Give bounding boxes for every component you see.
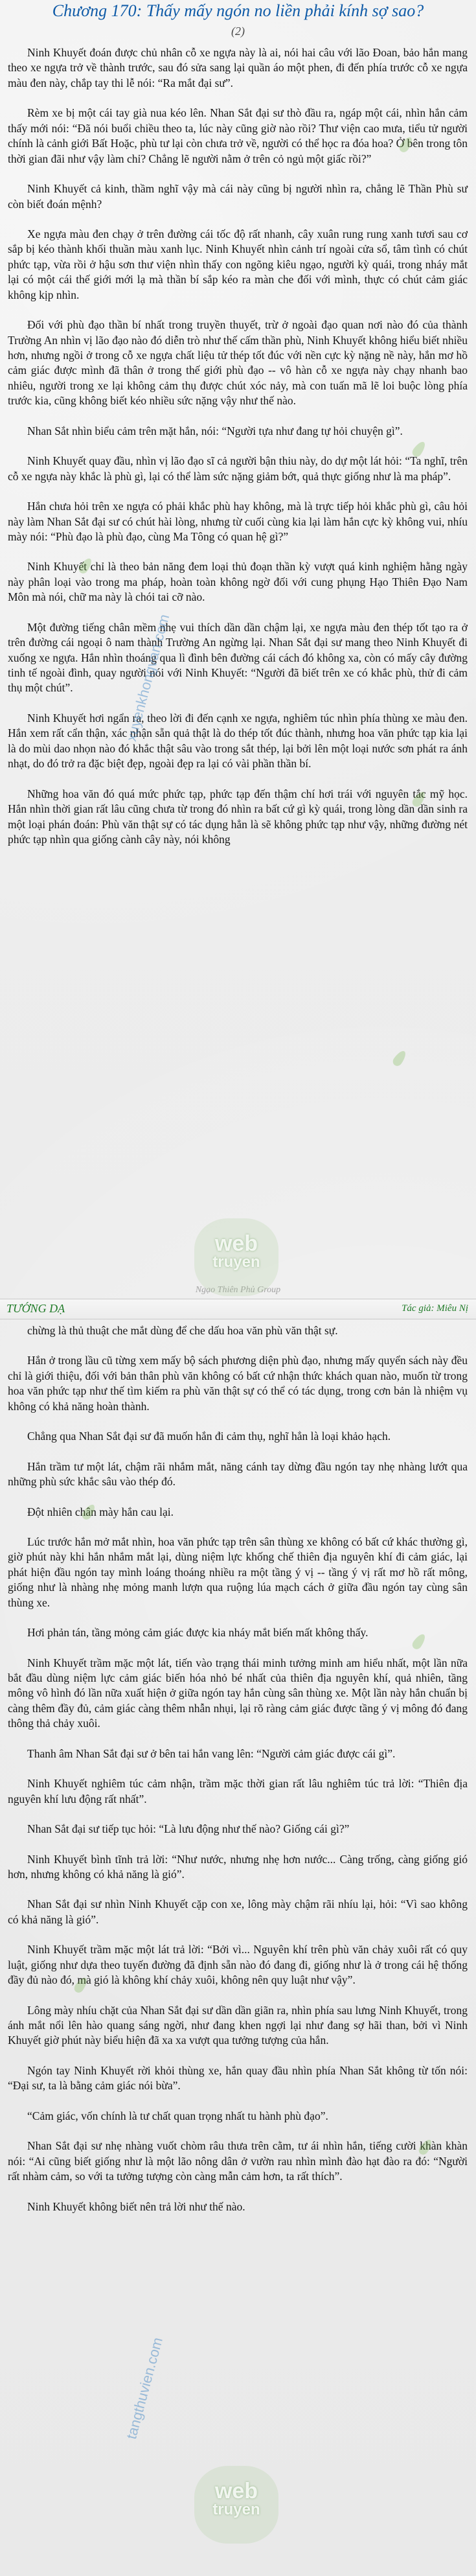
group-credit: Ngạo Thiên Phủ Group (195, 1285, 281, 1295)
paragraph: Ninh Khuyết hơi ngẩn ra, theo lời đi đến cạnh xe ngựa, nghiêm túc nhìn phía thùng xe màu đen. Hắn xem rất cẩn thận, xác nhận sẵn quả thật là do thép tốt đúc thành, nhưng hoa văn phức tạp kia lại là do mùi dao nhọn nào đó khắc thật sâu vào trong sắt thép, lại bởi lên một loại nước sơn phát ra ánh nhạt, do đó trở ra đặc biệt đẹp, ngoài đẹp ra lại có vài phần thần bí. (8, 711, 468, 771)
paragraph: Ninh Khuyết không biết nên trả lời như thế nào. (27, 2199, 245, 2213)
paragraph: Lông mày nhíu chặt của Nhan Sắt đại sư dần dần giãn ra, nhìn phía sau lưng Ninh Khuyết, trong ánh mắt nổi lên hào quang sáng ngời, như đang khen ngợi lại như đang sợ hãi than, bởi vì Ninh Khuyết giờ phút này biểu hiện đã xa xa vượt qua tưởng tượng của hắn. (8, 2003, 468, 2047)
chapter-body-part-1 (8, 45, 468, 862)
story-title: TƯỚNG DẠ (6, 1302, 65, 1315)
chapter-title: Chương 170: Thấy mấy ngón no liền phải kính sợ sao? (52, 1, 424, 20)
watermark-site-1: xuyenkhongvan.com (123, 612, 173, 743)
paragraph: Ninh Khuyết đoán được chủ nhân cỗ xe ngựa này là ai, nói hai câu với lão Đoan, bảo hắn mang theo xe ngựa trở về thành trước, sau đó sửa sang lại quần áo một phen, đi đến phía trước cỗ xe ngựa màu đen này, chắp tay thi lễ nói: “Ra mắt đại sư”. (8, 46, 468, 89)
paragraph: Hơi phản tán, tầng mỏng cảm giác được kia nháy mắt biến mất không thấy. (27, 1626, 368, 1640)
paragraph: Nhan Sắt đại sư tiếp tục hỏi: “Là lưu động như thế nào? Giống cái gì?” (27, 1822, 350, 1836)
paragraph: chừng là thủ thuật che mắt dùng để che dấu hoa văn phù văn thật sự. (27, 1324, 338, 1337)
web-truyen-watermark (194, 2466, 278, 2544)
paragraph: Hắn ở trong lầu cũ từng xem mấy bộ sách phương diện phù đạo, nhưng mấy quyển sách này đều chỉ là giới thiệu, đối với bản thân phù văn không có bất cứ nhận thức khách quan nào, muốn từ trong hoa văn phức tạp như thế tìm kiếm ra phù văn thật sự có thể có tác dụng, trong cơn bản là nhiệm vụ không có khả năng hoàn thành. (8, 1354, 468, 1413)
paragraph: Đột nhiên chân mày hắn cau lại. (27, 1505, 174, 1518)
page-divider (0, 1299, 476, 1319)
watermark-site-2: tangthuvien.com (123, 2336, 166, 2441)
paragraph: Nhan Sắt đại sư nhìn Ninh Khuyết cặp con xe, lông mày chậm rãi nhíu lại, hỏi: “Vì sao không có khả năng là gió”. (8, 1897, 468, 1926)
paragraph: Ninh Khuyết bình tĩnh trả lời: “Như nước, nhưng nhẹ hơn nước... Càng trống, càng giống gió hơn, nhưng không có khả năng là gió”. (8, 1852, 468, 1881)
paragraph: Ninh Khuyết nghiêm túc cảm nhận, trầm mặc thời gian rất lâu nghiêm túc trả lời: “Thiên địa nguyên khí lưu động rất nhất”. (8, 1777, 468, 1805)
paragraph: Thanh âm Nhan Sắt đại sư ở bên tai hắn vang lên: “Người cảm giác được cái gì”. (27, 1746, 396, 1760)
paragraph: Chẳng qua Nhan Sắt đại sư đã muốn hắn đi cảm thụ, nghĩ hẳn là loại khảo hạch. (27, 1430, 391, 1443)
paragraph: Xe ngựa màu đen chạy ở trên đường cái tốc độ rất nhanh, cây xuân rung rung xanh tươi sau cơ sắp bị kéo thành khối thuần màu xanh lục. Ninh Khuyết nhìn cảnh trí ngoài cửa sổ, tâm tình có chút phức tạp, vừa rồi ở hậu sơn thư viện nhìn thấy con ngõng kiêu ngạo, người kỳ quái, trong nháy mắt lại có một cái thế giới mới lạ mà thần bí sắp kéo ra màn che đối với mình, thực có chút cảm giác không kịp nhìn. (8, 227, 468, 301)
badge-word-web: web (214, 1231, 258, 1256)
chapter-part-number: (2) (231, 25, 245, 38)
leaf-decoration (391, 1049, 408, 1067)
paragraph: Ninh Khuyết cả kinh, thầm nghĩ vậy mà cái này cũng bị người nhìn ra, chẳng lẽ Thần Phù sư còn biết đoán mệnh? (8, 182, 468, 211)
paragraph: Ninh Khuyết chỉ là theo bản năng đem loại thủ đoạn thần kỳ vượt quá kinh nghiệm hằng ngày này phân loại vào trong ma pháp, hoàn toàn không ngờ đối với cung phụng Hạo Thiên Đạo Nam Môn mà nói, chữ ma này là chói tai cỡ nào. (8, 560, 468, 604)
paragraph: Ninh Khuyết trầm mặc một lát trả lời: “Bởi vì... Nguyên khí trên phù văn chảy xuôi rất có quy luật, giống như dựa theo tuyến đường đã định sẵn nào đó đang đi, giống như là ở trong cái hệ thống đầy đủ nào đó, mà gió là không khí chảy xuôi, không nên quy luật như vậy”. (8, 1943, 468, 1987)
paragraph: Lúc trước hắn mở mắt nhìn, hoa văn phức tạp trên sân thùng xe không có bất cứ khác thường gì, giờ phút này khi hắn nhắm mắt lại, dùng niệm lực khống chế thiên địa nguyên khí đi cảm giác, lại phát hiện đầu ngón tay mình loáng thoáng nhiều ra một tầng ý vị -- tầng ý vị rất mơ hồ rất mông, giống như là nhàng nhẹ mỏng manh lượn qua ruộng lúa mạch cách ở giữa đầu ngón tay cùng sân thùng xe. (8, 1535, 468, 1609)
paragraph: Những hoa văn đó quá mức phức tạp, phức tạp đến thậm chí hơi trái với nguyên tắc mỹ học. Hắn nhìn thời gian rất lâu cũng chưa từ trong đó nhìn ra bất cứ gì kỳ quái, trong lòng dần dần sinh ra một loại phán đoán: Phù văn thật sự có tác dụng hẳn là sẽ không phức tạp như vậy, những đường nét phức tạp nhìn qua giống cành cây này, nói không (8, 787, 468, 846)
badge-word-truyen: truyen (212, 1253, 260, 1271)
paragraph: Đối với phù đạo thần bí nhất trong truyền thuyết, trừ ở ngoài đạo quan nơi nào đó của thành Trường An nhìn vị lão đạo nào đó diễn trò như thế cấm thần phù, Ninh Khuyết không hiểu biết nhiều hơn, nhưng ngồi ở trong cỗ xe ngựa chất liệu tử thép tốt đúc với nền cực kỳ nặng nề này, hắn mơ hồ cảm giác được mình đã thân ở trong thế giới phù đạo -- vô hàn cỗ xe ngựa này chạy nhanh bao nhiêu, người trong xe lại không cảm thụ được chút xóc nảy, mà con tuấn mã lẽ loi buộc lòng phía trước kia, cũng không biết kéo nhiều sức nặng vậy như thế nào. (8, 318, 468, 408)
paragraph: Ninh Khuyết trầm mặc một lát, tiến vào trạng thái minh tưởng minh am hiểu nhất, một lần nữa bắt đầu dùng niệm lực cảm giác biến hóa nhỏ bé nhất của thiên địa nguyên khí, quả nhiên, tầng mông vô hình đó lần nữa xuất hiện ở giữa ngón tay hắn cùng sân thùng xe. Một lần này hắn chuẩn bị càng thêm đầy đủ, cảm giác càng thêm nhẫn nhụi, lại rõ ràng cảm giác được tầng ý vị mông đó đang thông thả chảy xuôi. (8, 1656, 468, 1730)
paragraph: “Cảm giác, vốn chính là tư chất quan trọng nhất tu hành phù đạo”. (27, 2109, 328, 2122)
paragraph: Rèm xe bị một cái tay già nua kéo lên. Nhan Sắt đại sư thò đầu ra, ngáp một cái, nhìn hắn cảm thấy mới nói: “Đã nói buổi chiều theo ta, lúc này cũng giờ nào rồi? Thư viện cao mưa, tiểu tử người chính là cảnh giới Bất Hoặc, phù tư lại còn chưa trở về, người có thể học ra đóa hoa? Ở bên trong tôn thời gian đãi như vậy làm chỉ? Chẳng lẽ người nằm ở trên cỏ ngủ một giấc rồi?” (8, 106, 468, 165)
paragraph: Hắn trầm tư một lát, chậm rãi nhắm mắt, năng cánh tay dừng đầu ngón tay nhẹ nhàng lướt qua những phù sức khắc sâu vào thép đó. (8, 1459, 468, 1489)
paragraph: Ninh Khuyết quay đầu, nhìn vị lão đạo sĩ cả người bận thiu này, do dự một lát hỏi: “Ta nghĩ, trên cỗ xe ngựa này khắc là phù gì, lại có thể làm sức nặng giảm bớt, quả thực giống như là ma pháp”. (8, 454, 468, 483)
badge-word-web: web (214, 2479, 258, 2503)
paragraph: Nhan Sắt nhìn biểu cảm trên mặt hắn, nói: “Người tựa như đang tự hỏi chuyện gì”. (27, 424, 403, 437)
paragraph: Hắn chưa hỏi trên xe ngựa có phải khắc phù hay không, mà là trực tiếp hỏi khắc phù gì, câu hỏi này làm Nhan Sắt đại sư có chút hài lòng, nhưng từ cuối cùng kia lại làm hắn cực kỳ không vui, nhíu mày nói: “Phù đạo là phù đạo, cùng Ma Tông có quan hệ gì?” (8, 500, 468, 543)
chapter-body-part-2 (8, 1323, 468, 2229)
web-truyen-watermark (194, 1218, 278, 1296)
badge-word-truyen: truyen (212, 2501, 260, 2518)
paragraph: Ngón tay Ninh Khuyết rời khỏi thùng xe, hắn quay đầu nhìn phía Nhan Sắt không từ tốn nói: “Đại sư, ta là bằng cảm giác nói bừa”. (8, 2063, 468, 2093)
paragraph: Nhan Sắt đại sư nhẹ nhàng vuốt chòm râu thưa trên cằm, tư ái nhìn hắn, tiếng cười khàn khàn nói: “Ai cũng biết giống như là một lão nông dân ở vườn rau nhìn mình đào hạt đào ra đó: “Người rất nhàm cảm, so với ta tưởng tượng còn càng mẫn cảm hơn, ta rất thích”. (8, 2139, 468, 2183)
author-credit: Tác giả: Miêu Nị (402, 1303, 468, 1314)
paragraph: Một đường tiếng chân mềm nhẹ vui thích dần dần chậm lại, xe ngựa màu đen thép tốt tạo ra ở trên đường cái ngoại ô nam thành Trường An ngừng lại. Nhan Sắt đại sư mang theo Ninh Khuyết đi xuống xe ngựa. Hắn nhìn thoáng qua lì đình bên đường cái cách đó không xa, còn có mấy cây đường tinh tế ngoài đình, quay người nói với Ninh Khuyết: “Người đã biết trên xe có khắc phù, thử đi cảm thụ một chút”. (8, 620, 468, 695)
